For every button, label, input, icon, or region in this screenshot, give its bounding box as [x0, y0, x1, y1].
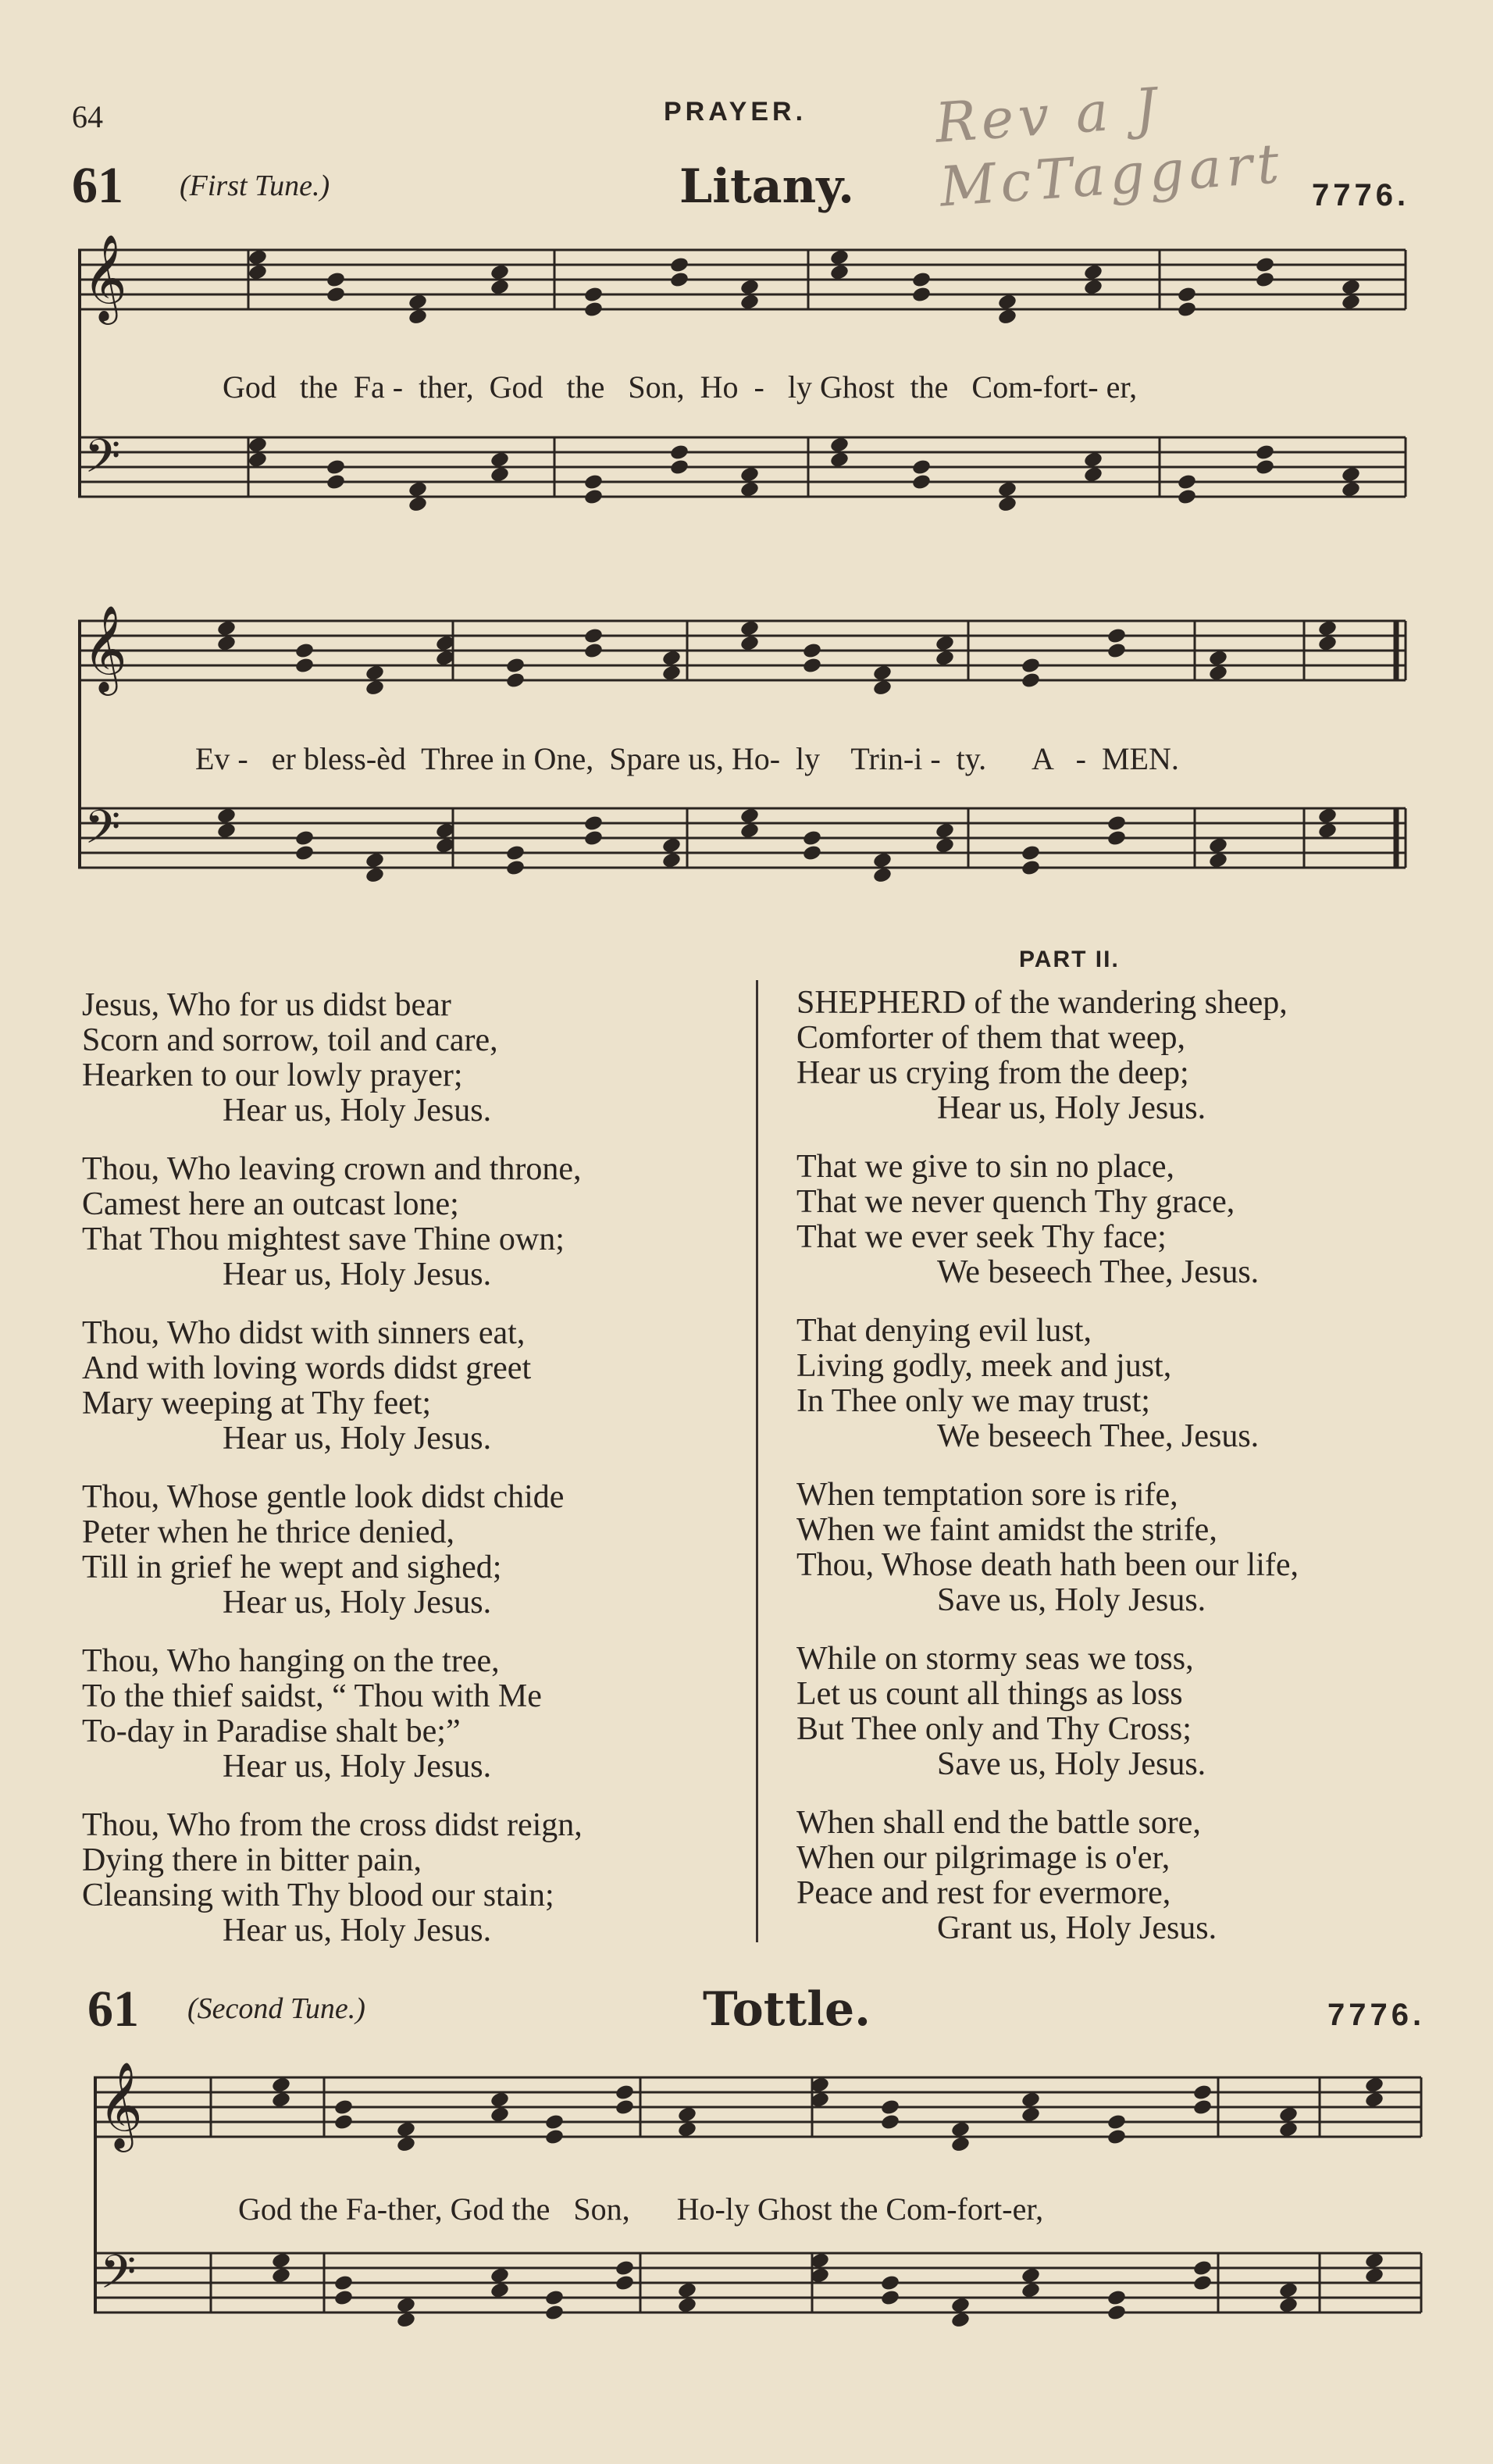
tune-name-2: Tottle.	[703, 1982, 871, 2037]
note-head	[1317, 807, 1338, 825]
note-head	[911, 473, 932, 491]
note-head	[950, 2120, 971, 2138]
note-head	[408, 495, 428, 513]
note-head	[1341, 293, 1361, 311]
note-head	[802, 657, 822, 675]
note-head	[880, 2099, 900, 2116]
note-head	[544, 2113, 565, 2131]
note-head	[1177, 301, 1197, 319]
note-head	[490, 2106, 510, 2123]
note-head	[248, 436, 268, 454]
stanza-left-5: Thou, Who hanging on the tree, To the thief saidst, “ Thou with Me To-day in Paradise shalt be;” Hear us, Holy Jesus.	[82, 1643, 542, 1785]
note-head	[1021, 2281, 1041, 2299]
note-head	[1278, 2296, 1299, 2314]
tune-name: Litany.	[679, 159, 855, 214]
note-head	[1021, 657, 1041, 675]
note-head	[829, 451, 850, 469]
note-head	[829, 248, 850, 266]
note-head	[408, 480, 428, 498]
note-head	[1177, 488, 1197, 506]
note-head	[1192, 2274, 1213, 2292]
note-head	[1106, 829, 1127, 847]
note-head	[505, 672, 526, 690]
note-head	[583, 488, 604, 506]
meter: 7776.	[1312, 178, 1410, 212]
note-head	[1341, 480, 1361, 498]
lyrics-line-3: God the Fa-ther, God the Son, Ho-ly Ghost the Com-fort-er,	[238, 2191, 1044, 2227]
note-head	[583, 301, 604, 319]
note-head	[911, 271, 932, 289]
note-head	[1021, 672, 1041, 690]
note-head	[661, 836, 682, 854]
note-head	[880, 2274, 900, 2292]
note-head	[880, 2113, 900, 2131]
note-head	[1255, 458, 1275, 476]
note-head	[365, 664, 385, 682]
note-head	[1364, 2076, 1384, 2094]
note-head	[911, 458, 932, 476]
note-head	[1192, 2099, 1213, 2116]
note-head	[677, 2296, 697, 2314]
page-number: 64	[72, 99, 103, 134]
note-head	[661, 664, 682, 682]
note-head	[739, 465, 760, 483]
part-heading: PART II.	[1019, 947, 1120, 972]
note-head	[216, 807, 237, 825]
note-head	[490, 263, 510, 281]
note-head	[1208, 851, 1228, 869]
handwritten-signature: Rev a J McTaggart	[933, 75, 1286, 219]
note-head	[1083, 451, 1103, 469]
note-head	[677, 2106, 697, 2123]
meter-2: 7776.	[1327, 1998, 1426, 2032]
note-head	[544, 2128, 565, 2146]
note-head	[1255, 256, 1275, 274]
note-head	[1278, 2120, 1299, 2138]
note-head	[1192, 2259, 1213, 2277]
note-head	[1106, 815, 1127, 833]
note-head	[1083, 263, 1103, 281]
note-head	[669, 458, 689, 476]
note-head	[408, 293, 428, 311]
note-head	[829, 436, 850, 454]
note-head	[669, 256, 689, 274]
note-head	[365, 851, 385, 869]
note-head	[615, 2259, 635, 2277]
note-head	[669, 444, 689, 462]
note-head	[1255, 271, 1275, 289]
note-head	[248, 263, 268, 281]
note-head	[1317, 822, 1338, 840]
note-head	[216, 634, 237, 652]
note-head	[997, 480, 1017, 498]
note-head	[739, 807, 760, 825]
stanza-right-5: While on stormy seas we toss, Let us count all things as loss But Thee only and Thy Cross; Save us, Holy Jesus.	[796, 1641, 1206, 1782]
note-head	[490, 465, 510, 483]
hymn-number-2: 61	[87, 1981, 139, 2038]
note-head	[583, 473, 604, 491]
note-head	[1341, 278, 1361, 296]
lyrics-line-1: God the Fa - ther, God the Son, Ho - ly Ghost the Com-fort- er,	[223, 369, 1138, 405]
note-head	[1364, 2252, 1384, 2270]
note-head	[1208, 664, 1228, 682]
note-head	[669, 271, 689, 289]
note-head	[802, 844, 822, 862]
note-head	[490, 2091, 510, 2109]
note-head	[365, 679, 385, 697]
note-head	[248, 451, 268, 469]
note-head	[583, 829, 604, 847]
note-head	[677, 2120, 697, 2138]
note-head	[490, 2266, 510, 2284]
note-head	[872, 866, 893, 884]
stanza-right-6: When shall end the battle sore, When our pilgrimage is o'er, Peace and rest for evermore, Grant us, Holy Jesus.	[796, 1805, 1217, 1946]
note-head	[739, 822, 760, 840]
note-head	[739, 293, 760, 311]
note-head	[326, 286, 346, 304]
column-divider	[756, 980, 758, 1942]
bass-clef-icon: 𝄢	[84, 800, 121, 865]
note-head	[396, 2311, 416, 2329]
note-head	[333, 2099, 354, 2116]
note-head	[935, 634, 955, 652]
lyrics-line-2: Ev - er bless-èd Three in One, Spare us, Ho- ly Trin-i - ty. A - MEN.	[195, 741, 1179, 776]
note-head	[739, 619, 760, 637]
note-head	[544, 2304, 565, 2322]
note-head	[677, 2281, 697, 2299]
note-head	[1106, 2113, 1127, 2131]
note-head	[408, 308, 428, 326]
note-head	[1317, 634, 1338, 652]
note-head	[333, 2113, 354, 2131]
note-head	[1021, 2266, 1041, 2284]
note-head	[872, 679, 893, 697]
note-head	[490, 2281, 510, 2299]
note-head	[1192, 2084, 1213, 2102]
note-head	[216, 619, 237, 637]
stanza-left-1: Jesus, Who for us didst bear Scorn and sorrow, toil and care, Hearken to our lowly prayer; Hear us, Holy Jesus.	[82, 987, 498, 1129]
note-head	[294, 642, 315, 660]
note-head	[271, 2266, 291, 2284]
note-head	[661, 851, 682, 869]
note-head	[935, 649, 955, 667]
note-head	[333, 2289, 354, 2307]
stanza-right-2: That we give to sin no place, That we never quench Thy grace, That we ever seek Thy face; We beseech Thee, Jesus.	[796, 1149, 1260, 1290]
note-head	[294, 657, 315, 675]
note-head	[294, 844, 315, 862]
note-head	[1278, 2281, 1299, 2299]
note-head	[935, 822, 955, 840]
note-head	[333, 2274, 354, 2292]
note-head	[583, 286, 604, 304]
note-head	[544, 2289, 565, 2307]
note-head	[1106, 2304, 1127, 2322]
note-head	[802, 829, 822, 847]
note-head	[739, 278, 760, 296]
stanza-left-3: Thou, Who didst with sinners eat, And with loving words didst greet Mary weeping at Thy feet; Hear us, Holy Jesus.	[82, 1315, 532, 1457]
note-head	[326, 458, 346, 476]
note-head	[1317, 619, 1338, 637]
note-head	[294, 829, 315, 847]
note-head	[248, 248, 268, 266]
note-head	[880, 2289, 900, 2307]
note-head	[271, 2252, 291, 2270]
treble-clef-icon: 𝄞	[98, 2061, 143, 2148]
stanza-left-4: Thou, Whose gentle look didst chide Peter when he thrice denied, Till in grief he wept and sighed; Hear us, Holy Jesus.	[82, 1479, 565, 1621]
stanza-right-1: SHEPHERD of the wandering sheep, Comforter of them that weep, Hear us crying from the deep; Hear us, Holy Jesus.	[796, 985, 1288, 1126]
note-head	[739, 480, 760, 498]
note-head	[1177, 473, 1197, 491]
note-head	[326, 473, 346, 491]
note-head	[872, 851, 893, 869]
stanza-right-4: When temptation sore is rife, When we faint amidst the strife, Thou, Whose death hath been our life, Save us, Holy Jesus.	[796, 1477, 1299, 1618]
note-head	[950, 2311, 971, 2329]
tune-label: (First Tune.)	[180, 169, 330, 202]
stanza-left-6: Thou, Who from the cross didst reign, Dying there in bitter pain, Cleansing with Thy blood our stain; Hear us, Holy Jesus.	[82, 1807, 583, 1949]
note-head	[935, 836, 955, 854]
note-head	[950, 2296, 971, 2314]
note-head	[1364, 2266, 1384, 2284]
note-head	[396, 2135, 416, 2153]
note-head	[615, 2099, 635, 2116]
note-head	[271, 2091, 291, 2109]
note-head	[1021, 859, 1041, 877]
stanza-right-3: That denying evil lust, Living godly, meek and just, In Thee only we may trust; We beseech Thee, Jesus.	[796, 1313, 1260, 1454]
note-head	[326, 271, 346, 289]
note-head	[1341, 465, 1361, 483]
note-head	[829, 263, 850, 281]
note-head	[1106, 642, 1127, 660]
note-head	[739, 634, 760, 652]
note-head	[1208, 649, 1228, 667]
note-head	[615, 2084, 635, 2102]
note-head	[1106, 627, 1127, 645]
note-head	[661, 649, 682, 667]
note-head	[1364, 2091, 1384, 2109]
note-head	[1083, 278, 1103, 296]
note-head	[1208, 836, 1228, 854]
note-head	[1106, 2289, 1127, 2307]
note-head	[615, 2274, 635, 2292]
bass-clef-icon: 𝄢	[84, 429, 121, 494]
bass-clef-icon: 𝄢	[100, 2245, 137, 2310]
note-head	[1021, 2106, 1041, 2123]
tune-label-2: (Second Tune.)	[187, 1992, 365, 2025]
treble-clef-icon: 𝄞	[83, 234, 127, 321]
note-head	[997, 308, 1017, 326]
stanza-left-2: Thou, Who leaving crown and throne, Camest here an outcast lone; That Thou mightest save Thine own; Hear us, Holy Jesus.	[82, 1151, 582, 1293]
note-head	[505, 657, 526, 675]
note-head	[950, 2135, 971, 2153]
treble-clef-icon: 𝄞	[83, 604, 127, 692]
note-head	[997, 293, 1017, 311]
note-head	[490, 278, 510, 296]
note-head	[216, 822, 237, 840]
note-head	[396, 2120, 416, 2138]
note-head	[490, 451, 510, 469]
note-head	[505, 859, 526, 877]
note-head	[802, 642, 822, 660]
note-head	[583, 627, 604, 645]
note-head	[1021, 844, 1041, 862]
note-head	[396, 2296, 416, 2314]
note-head	[872, 664, 893, 682]
note-head	[1021, 2091, 1041, 2109]
note-head	[1255, 444, 1275, 462]
note-head	[365, 866, 385, 884]
note-head	[911, 286, 932, 304]
note-head	[1177, 286, 1197, 304]
note-head	[997, 495, 1017, 513]
hymn-number: 61	[72, 157, 123, 214]
note-head	[1106, 2128, 1127, 2146]
note-head	[1083, 465, 1103, 483]
running-head: PRAYER.	[664, 97, 807, 127]
note-head	[505, 844, 526, 862]
note-head	[583, 815, 604, 833]
note-head	[1278, 2106, 1299, 2123]
note-head	[583, 642, 604, 660]
note-head	[271, 2076, 291, 2094]
